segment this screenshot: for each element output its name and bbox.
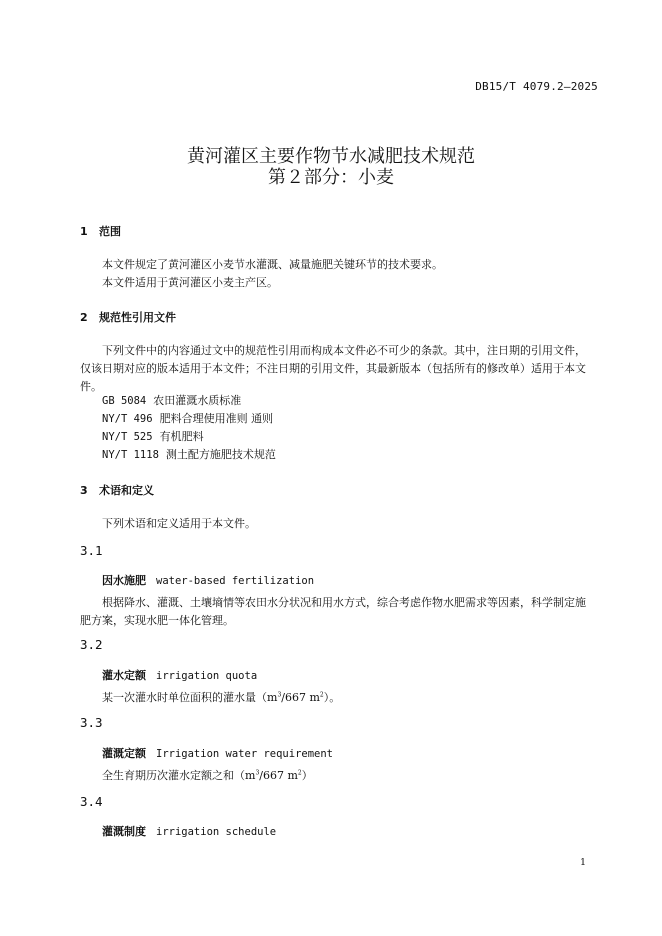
- superscript: 2: [297, 769, 302, 777]
- definition-text: 全生育期历次灌水定额之和（m: [102, 769, 256, 782]
- reference-name: 农田灌溉水质标准: [153, 394, 242, 407]
- term-heading: [102, 742, 333, 761]
- reference-item: [102, 428, 204, 446]
- paragraph: 下列术语和定义适用于本文件。: [102, 517, 256, 530]
- section-1-heading: [80, 223, 121, 239]
- term-heading: [102, 569, 314, 588]
- section-title: 术语和定义: [99, 484, 154, 497]
- document-title: 黄河灌区主要作物节水减肥技术规范: [187, 146, 475, 167]
- paragraph: 本文件适用于黄河灌区小麦主产区。: [102, 276, 278, 289]
- definition-text: 某一次灌水时单位面积的灌水量（m: [102, 691, 278, 704]
- reference-name: 肥料合理使用准则 通则: [159, 412, 274, 425]
- term-english: irrigation quota: [156, 670, 258, 682]
- term-definition: 根据降水、灌溉、土壤墒情等农田水分状况和用水方式，综合考虑作物水肥需求等因素，科学制定施肥方案，实现水肥一体化管理。: [80, 596, 586, 627]
- term-definition: [102, 689, 340, 707]
- superscript: 3: [255, 769, 260, 777]
- superscript: 2: [319, 691, 324, 699]
- standard-number: DB15/T 4079.2—2025: [475, 80, 598, 93]
- term-chinese: 灌水定额: [102, 669, 146, 682]
- definition-text: ）: [301, 769, 313, 782]
- section-number: 2: [80, 311, 88, 324]
- subsection-number: 3.4: [80, 794, 103, 809]
- term-chinese: 因水施肥: [102, 574, 146, 587]
- paragraph: 本文件规定了黄河灌区小麦节水灌溉、减量施肥关键环节的技术要求。: [102, 258, 443, 271]
- term-chinese: 灌溉定额: [102, 747, 146, 760]
- term-english: Irrigation water requirement: [156, 748, 334, 760]
- definition-text: /667 m: [259, 769, 298, 782]
- section-title: 范围: [99, 225, 121, 238]
- term-definition: [102, 767, 313, 785]
- reference-name: 有机肥料: [159, 430, 204, 443]
- subsection-number: 3.3: [80, 715, 103, 730]
- section-number: 3: [80, 484, 88, 497]
- section-3-heading: [80, 482, 154, 498]
- superscript: 3: [277, 691, 282, 699]
- term-english: water-based fertilization: [156, 575, 315, 587]
- term-chinese: 灌溉制度: [102, 825, 146, 838]
- term-heading: [102, 664, 257, 683]
- subsection-number: 3.2: [80, 637, 103, 652]
- reference-code: GB 5084: [102, 395, 147, 407]
- reference-code: NY/T 1118: [102, 449, 159, 461]
- reference-code: NY/T 525: [102, 431, 153, 443]
- term-english: irrigation schedule: [156, 826, 277, 838]
- reference-name: 测土配方施肥技术规范: [165, 448, 276, 461]
- page-number: 1: [579, 857, 586, 868]
- section-title: 规范性引用文件: [99, 311, 176, 324]
- reference-code: NY/T 496: [102, 413, 153, 425]
- section-2-heading: [80, 309, 176, 325]
- reference-item: [102, 446, 276, 464]
- definition-text: ）。: [323, 691, 341, 704]
- paragraph: 下列文件中的内容通过文中的规范性引用而构成本文件必不可少的条款。其中，注日期的引用文件，仅该日期对应的版本适用于本文件；不注日期的引用文件，其最新版本（包括所有的修改单）适用于本文件。: [80, 344, 586, 393]
- term-heading: [102, 820, 276, 839]
- document-subtitle: 第２部分：小麦: [268, 167, 394, 188]
- reference-item: [102, 392, 241, 410]
- definition-text: /667 m: [281, 691, 320, 704]
- subsection-number: 3.1: [80, 543, 103, 558]
- section-number: 1: [80, 225, 88, 238]
- reference-item: [102, 410, 273, 428]
